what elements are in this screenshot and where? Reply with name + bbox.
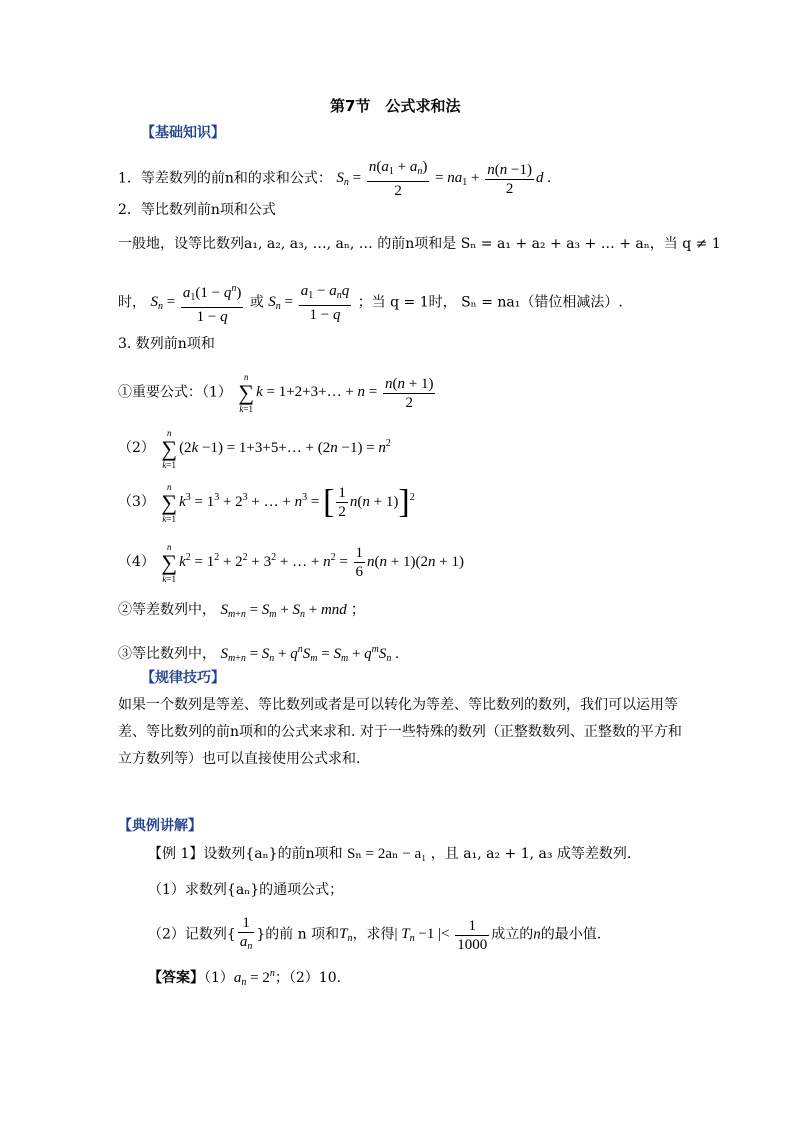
geom-when-text: 时，	[118, 294, 146, 311]
formula-3-label: （3）	[118, 494, 155, 510]
example-intro-c: ，且 a₁, a₂ + 1, a₃ 成等差数列.	[430, 846, 632, 862]
page-title: 第7节 公式求和法	[330, 97, 461, 115]
section-heading-examples: 【典例讲解】	[118, 818, 202, 834]
arith-label: ②等差数列中，	[118, 602, 216, 618]
sigma-icon: n ∑ k=1	[161, 481, 178, 524]
example-question-2: （2）记数列{ $\frac{1}{a_n}$ }的前 n 项和$T_n$，求得| $T_n -1$ |< $\frac{1}{1000}$ 成立的n的最小值.	[148, 915, 602, 953]
formula-geometric-property: ③等比数列中， $S_{m+n} = S_n + q^nS_m = S_m + q^mS_n$ .	[118, 644, 399, 664]
q2-part-a: （2）记数列{	[148, 926, 236, 943]
example-intro-a: 【例 1】设数列{aₙ}的前n项和	[148, 846, 343, 862]
sigma-icon: n ∑ k=1	[238, 372, 255, 414]
geom-q1-text: ；当 q = 1时，	[357, 294, 457, 311]
geom-or-text: 或	[249, 294, 264, 311]
geom-q1-formula: Sₙ = na₁（错位相减法）.	[461, 294, 623, 311]
answer-part-a: （1）	[204, 970, 234, 986]
q2-part-d: 成立的	[491, 926, 534, 943]
section-heading-tips: 【规律技巧】	[141, 670, 225, 686]
item-2-label: 2．等比数列前n项和公式	[118, 202, 276, 218]
formula-2-label: （2）	[118, 440, 155, 456]
q2-part-e: 的最小值.	[540, 926, 602, 943]
formula-4-label: （4）	[118, 554, 155, 570]
formula-sum-cubes: （3） n ∑ $k=1k^3 = 1^3 + 2^3$ + … + $n^3$ = [ $\frac{1}{2}$ n(n + 1)]$^2$	[118, 481, 415, 524]
example-answer: 【答案】$(1)a_n = 2^n$；（2）10.	[148, 968, 342, 988]
geom-label: ③等比数列中，	[118, 646, 216, 662]
formula-arithmetic-property: ②等差数列中， $S_{m+n} = S_m + S_n$ + mnd ；	[118, 602, 366, 620]
sigma-icon: n ∑ k=1	[161, 541, 178, 584]
q2-part-b: }的前 n 项和	[256, 926, 340, 943]
formula-geometric-sum: 时， $S_n$ = $\frac{a_1(1 - q^n)}{1 - q}$ 或 $S_n$ = $\frac{a_1 - a_nq}{1 - q}$ ；当 q = 1时， Sₙ = na₁（错位相减法）.	[118, 280, 623, 326]
q2-part-c: ，求得	[352, 926, 395, 943]
example-question-1: （1）求数列{aₙ}的通项公式；	[148, 882, 344, 898]
formula-sum-k: ①重要公式：（1） n ∑ k=1k = 1+2+3+… + n = $\frac{n(n + 1)}{2}$	[118, 372, 434, 414]
formula-1-label: ①重要公式：（1）	[118, 384, 232, 401]
example-intro-formula: Sₙ = 2aₙ − a₁	[347, 846, 427, 862]
geometric-intro-text: 一般地，设等比数列a₁, a₂, a₃, …, aₙ, … 的前n项和是 Sₙ = a₁ + a₂ + a₃ + … + aₙ，当 q ≠ 1	[118, 236, 721, 252]
formula-sum-odd: （2） n ∑ k=1(2k −1) = 1+3+5+… + $(2n -1) = n^2$	[118, 427, 391, 470]
item-1-label: 1．等差数列的前n和的求和公式：	[118, 170, 332, 187]
answer-part-b: ；（2）10.	[274, 970, 342, 986]
formula-sum-squares: （4） n ∑ $k=1k^2 = 1^2 + 2^2 + 3^2$ + … + $n^2$ = $\frac{1}{6}$ n(n + 1)(2n + 1)	[118, 541, 464, 584]
sigma-icon: n ∑ k=1	[161, 427, 178, 470]
section-heading-basic: 【基础知识】	[141, 125, 225, 141]
formula-arithmetic-sum: 1．等差数列的前n和的求和公式： $S_n$ = $\frac{n(a_1 + a_n)}{2}$ = $na_1$ + $\frac{n(n -1)}{2}$ d .	[118, 159, 551, 199]
tips-paragraph: 如果一个数列是等差、等比数列或者是可以转化为等差、等比数列的数列，我们可以运用等差、等比数列的前n项和的公式来求和. 对于一些特殊的数列（正整数数列、正整数的平方和立方数列等）也可以直接使用公式求和.	[118, 697, 682, 767]
item-3-label: 3. 数列前n项和	[118, 336, 215, 352]
answer-label: 【答案】	[148, 970, 204, 986]
example-1-intro	[148, 844, 631, 864]
